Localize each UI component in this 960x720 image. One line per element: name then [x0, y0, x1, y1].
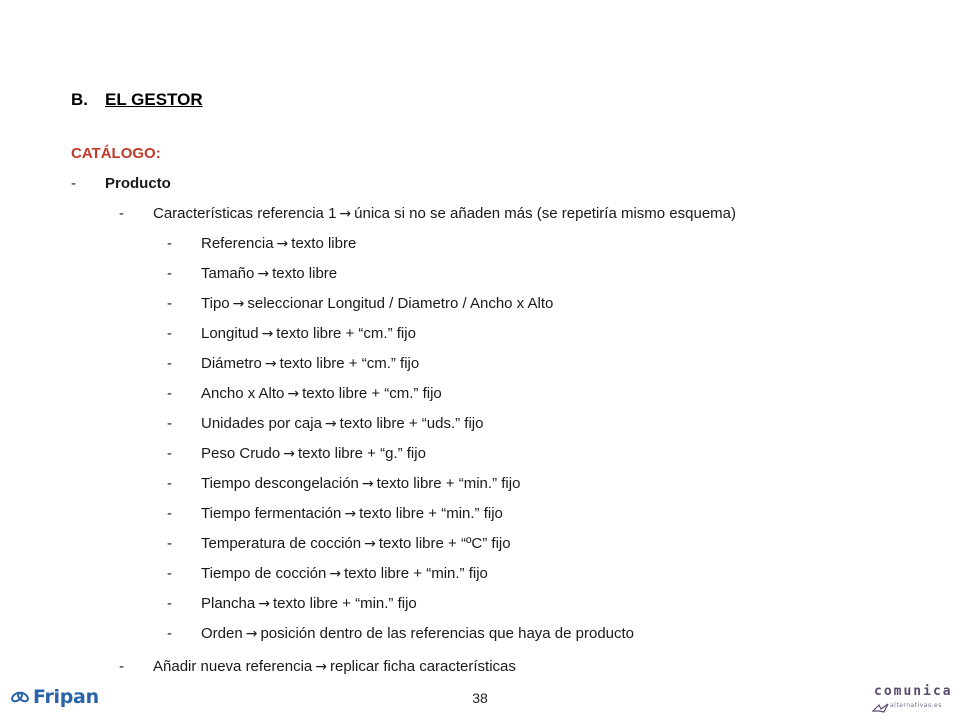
arrow-right-icon: →: [276, 236, 289, 252]
arrow-right-icon: →: [258, 596, 270, 612]
item-label: Plancha: [201, 595, 256, 612]
arrow-right-icon: →: [315, 659, 327, 675]
item-text: texto libre + “uds.” fijo: [339, 415, 484, 432]
section-letter: B.: [71, 90, 88, 109]
bullet-dash: -: [167, 385, 172, 402]
list-item: [119, 658, 516, 675]
item-label: Temperatura de cocción: [201, 535, 362, 552]
item-label: Características referencia 1: [153, 205, 337, 222]
item-text: texto libre + “g.” fijo: [297, 445, 426, 462]
bullet-dash: -: [167, 325, 172, 342]
arrow-right-icon: →: [324, 416, 337, 432]
bullet-dash: -: [167, 535, 172, 552]
item-text: texto libre + “cm.” fijo: [279, 355, 420, 372]
arrow-right-icon: →: [339, 206, 352, 222]
arrow-right-icon: →: [361, 476, 374, 492]
item-text: texto libre + “ºC” fijo: [378, 535, 511, 552]
item-text: texto libre + “cm.” fijo: [302, 385, 442, 402]
bullet-dash: -: [167, 445, 172, 462]
fripan-mark-icon: [10, 687, 30, 707]
bullet-dash: -: [167, 265, 172, 282]
item-label: Tiempo de cocción: [201, 565, 327, 582]
bullet-dash: -: [167, 295, 172, 312]
bird-icon: [872, 702, 890, 716]
arrow-right-icon: →: [344, 506, 357, 522]
arrow-right-icon: →: [264, 356, 277, 372]
bullet-dash: -: [71, 175, 76, 192]
arrow-right-icon: →: [261, 326, 274, 342]
bullet-dash: -: [167, 625, 172, 642]
bullet-dash: -: [167, 475, 172, 492]
item-label: Añadir nueva referencia: [153, 658, 313, 675]
list-item: [167, 595, 417, 612]
list-item: [167, 415, 483, 432]
item-text: posición dentro de las referencias que haya de producto: [260, 625, 635, 642]
fripan-logo: [10, 686, 99, 708]
arrow-right-icon: →: [283, 446, 295, 462]
item-label: Orden: [201, 625, 243, 642]
item-label: Tiempo descongelación: [201, 475, 359, 492]
catalog-label: CATÁLOGO:: [71, 145, 161, 162]
arrow-right-icon: →: [329, 566, 342, 582]
bullet-dash: -: [167, 415, 172, 432]
item-text: texto libre + “min.” fijo: [359, 505, 503, 522]
list-item: [167, 475, 520, 492]
item-text: texto libre + “min.” fijo: [376, 475, 521, 492]
item-text: texto libre + “min.” fijo: [272, 595, 417, 612]
list-item: [167, 535, 511, 552]
item-label: Ancho x Alto: [201, 385, 285, 402]
list-item: [167, 505, 503, 522]
bullet-dash: -: [167, 505, 172, 522]
list-item: [167, 565, 488, 582]
item-label: Tamaño: [201, 265, 255, 282]
item-text: texto libre + “cm.” fijo: [276, 325, 416, 342]
product-line: [71, 175, 171, 192]
comunica-subtext: alternativas.es: [890, 702, 942, 709]
section-title: EL GESTOR: [105, 90, 203, 109]
arrow-right-icon: →: [232, 296, 245, 312]
item-text: única si no se añaden más (se repetiría mismo esquema): [354, 205, 736, 222]
item-text: replicar ficha características: [330, 658, 516, 675]
item-label: Diámetro: [201, 355, 262, 372]
list-item: [167, 445, 426, 462]
list-item: [167, 295, 553, 312]
list-item: [167, 235, 356, 252]
arrow-right-icon: →: [364, 536, 376, 552]
page-number: 38: [472, 690, 488, 706]
list-item: [167, 625, 634, 642]
product-label: Producto: [105, 175, 171, 192]
bullet-dash: -: [167, 355, 172, 372]
section-heading: [71, 90, 203, 110]
arrow-right-icon: →: [287, 386, 300, 402]
list-item: [167, 355, 419, 372]
item-label: Tipo: [201, 295, 230, 312]
bullet-dash: -: [167, 235, 172, 252]
bullet-dash: -: [119, 205, 124, 222]
list-item: [167, 385, 442, 402]
item-label: Unidades por caja: [201, 415, 322, 432]
bullet-dash: -: [119, 658, 124, 675]
bullet-dash: -: [167, 595, 172, 612]
item-text: seleccionar Longitud / Diametro / Ancho x Alto: [247, 295, 554, 312]
arrow-right-icon: →: [245, 626, 258, 642]
list-item: [167, 265, 337, 282]
list-item: [119, 205, 736, 222]
item-label: Referencia: [201, 235, 274, 252]
comunica-wordmark: comunica: [874, 684, 953, 699]
comunica-logo: [866, 684, 953, 718]
list-item: [167, 325, 416, 342]
arrow-right-icon: →: [257, 266, 270, 282]
item-label: Tiempo fermentación: [201, 505, 342, 522]
item-text: texto libre: [272, 265, 338, 282]
bullet-dash: -: [167, 565, 172, 582]
item-label: Peso Crudo: [201, 445, 281, 462]
fripan-wordmark: Fripan: [33, 686, 99, 708]
item-label: Longitud: [201, 325, 259, 342]
item-text: texto libre + “min.” fijo: [344, 565, 488, 582]
item-text: texto libre: [291, 235, 357, 252]
